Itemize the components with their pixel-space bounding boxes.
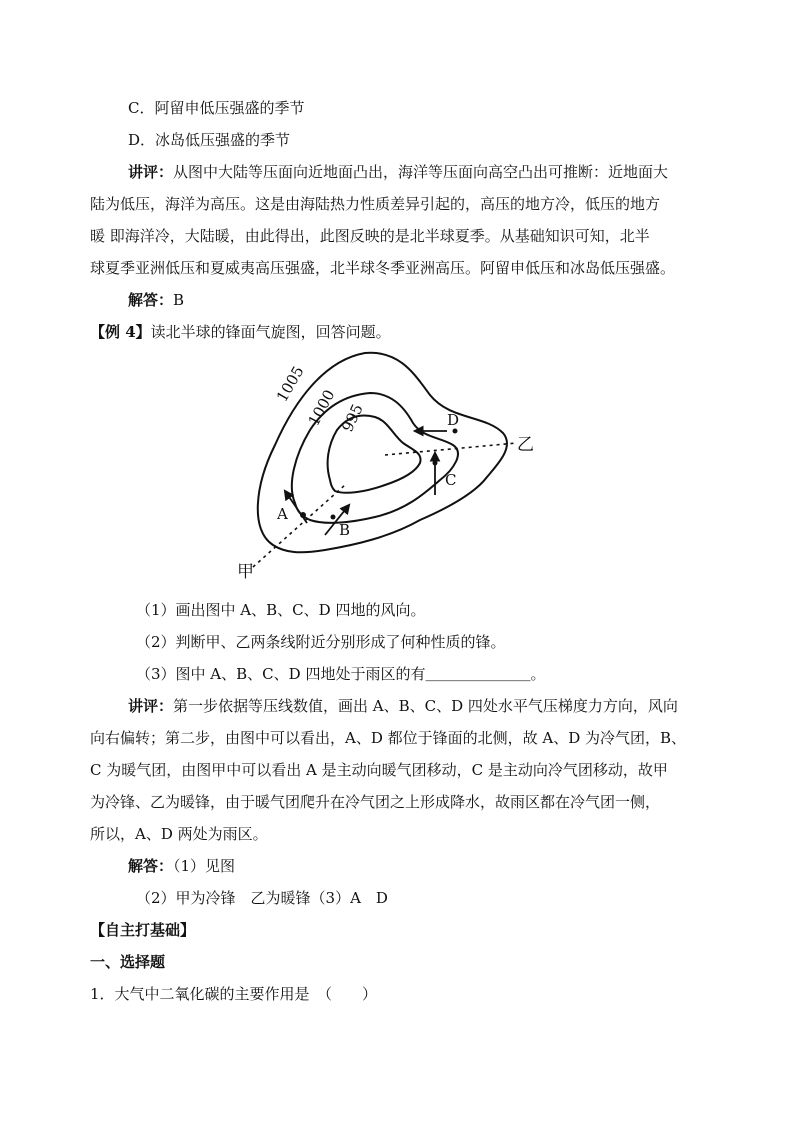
option-c: C．阿留申低压强盛的季节 <box>128 99 305 117</box>
question-3-text: （3）图中 A、B、C、D 四地处于雨区的有 <box>136 665 426 683</box>
example-tag: 【例 4】 <box>90 323 151 341</box>
label-1000: 1000 <box>304 386 339 429</box>
comment-label: 讲评： <box>128 697 174 715</box>
comment1-line3: 暖 即海洋冷，大陆暖，由此得出，此图反映的是北半球夏季。从基础知识可知，北半 <box>90 227 650 245</box>
comment2-line1 <box>128 696 768 716</box>
answer-label: 解答： <box>128 291 174 309</box>
label-995: 995 <box>338 401 367 435</box>
answer1 <box>128 290 768 310</box>
option-d: D．冰岛低压强盛的季节 <box>128 131 291 149</box>
answer-blank: ＿＿＿＿＿＿＿ <box>425 665 531 683</box>
point-d-dot <box>453 429 458 434</box>
example4-line <box>90 322 730 342</box>
frontal-cyclone-diagram <box>225 345 555 580</box>
comment2-line3: C 为暖气团，由图甲中可以看出 A 是主动向暖气团移动，C 是主动向冷气团移动，故甲 <box>90 761 668 779</box>
comment1-line1 <box>128 162 768 182</box>
answer2-line2: （2）甲为冷锋 乙为暖锋（3）A D <box>136 889 388 907</box>
question-3-suffix: 。 <box>530 665 546 683</box>
comment-text: 第一步依据等压线数值，画出 A、B、C、D 四处水平气压梯度力方向，风向 <box>173 697 678 715</box>
label-d: D <box>447 411 460 429</box>
label-c: C <box>445 471 457 489</box>
comment-text: 从图中大陆等压面向近地面凸出，海洋等压面向高空凸出可推断：近地面大 <box>173 163 669 181</box>
section-subheading: 一、选择题 <box>90 953 166 971</box>
label-b: B <box>339 521 351 539</box>
label-a: A <box>277 505 288 523</box>
answer-value: B <box>173 291 185 309</box>
question-3 <box>136 664 776 684</box>
section-heading: 【自主打基础】 <box>90 921 196 939</box>
comment2-line2: 向右偏转；第二步，由图中可以看出，A、D 都位于锋面的北侧，故 A、D 为冷气团，B、 <box>90 729 687 747</box>
comment1-line4: 球夏季亚洲低压和夏威夷高压强盛，北半球冬季亚洲高压。阿留申低压和冰岛低压强盛。 <box>90 259 676 277</box>
label-1005: 1005 <box>272 362 308 405</box>
point-b-dot <box>331 515 336 520</box>
answer-text: （1）见图 <box>173 857 236 875</box>
question-1: （1）画出图中 A、B、C、D 四地的风向。 <box>136 601 426 619</box>
comment2-line5: 所以，A、D 两处为雨区。 <box>90 825 268 843</box>
comment1-line2: 陆为低压，海洋为高压。这是由海陆热力性质差异引起的，高压的地方冷，低压的地方 <box>90 195 661 213</box>
answer2-line1 <box>128 856 768 876</box>
label-jia: 甲 <box>237 562 254 580</box>
choice-question-1: 1．大气中二氧化碳的主要作用是 （ ） <box>90 985 378 1003</box>
comment2-line4: 为冷锋、乙为暖锋，由于暖气团爬升在冷气团之上形成降水，故雨区都在冷气团一侧， <box>90 793 661 811</box>
example-text: 读北半球的锋面气旋图，回答问题。 <box>150 323 391 341</box>
question-2: （2）判断甲、乙两条线附近分别形成了何种性质的锋。 <box>136 633 506 651</box>
arrow-a <box>285 491 307 523</box>
answer-label: 解答： <box>128 857 174 875</box>
label-yi: 乙 <box>517 435 534 455</box>
comment-label: 讲评： <box>128 163 174 181</box>
